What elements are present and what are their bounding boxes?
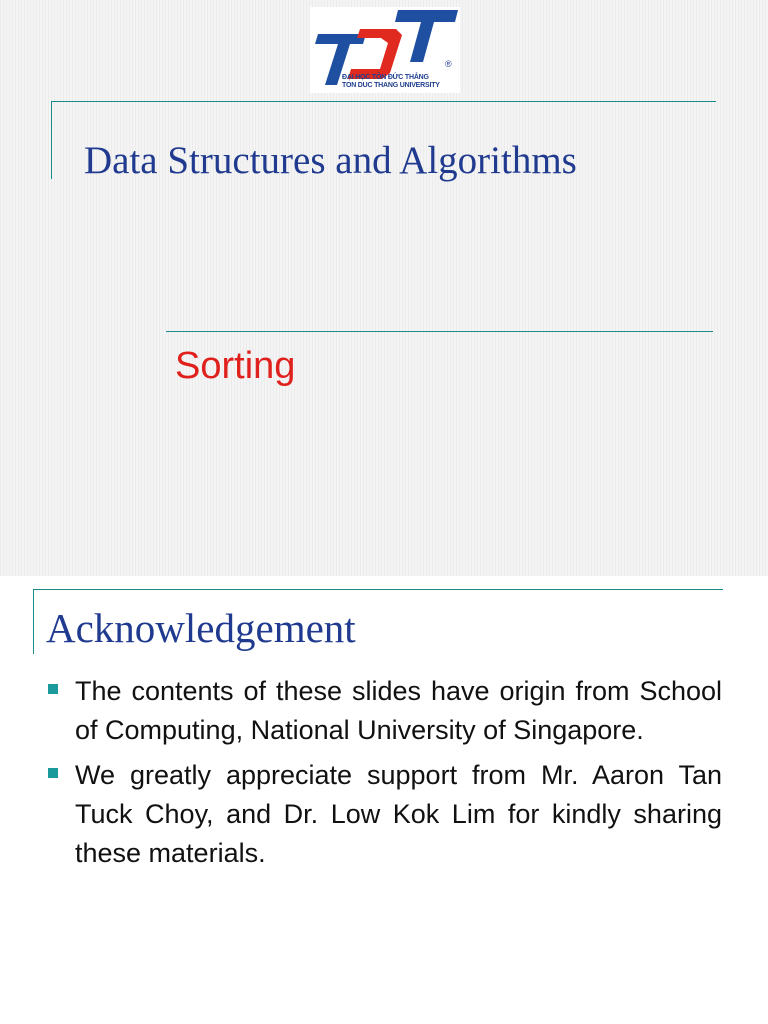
square-bullet-icon <box>48 768 58 778</box>
university-logo <box>310 7 460 93</box>
ack-left-rule <box>33 589 34 654</box>
list-item <box>46 756 722 873</box>
acknowledgement-slide <box>0 576 768 1024</box>
logo-text-english: TON DUC THANG UNIVERSITY <box>342 82 440 89</box>
bullet-text: The contents of these slides have origin from School of Computing, National University of Singapore. <box>75 676 722 745</box>
square-bullet-icon <box>48 684 58 694</box>
registered-mark: ® <box>445 59 452 69</box>
bullet-text: We greatly appreciate support from Mr. Aaron Tan Tuck Choy, and Dr. Low Kok Lim for kindly sharing these materials. <box>75 760 722 868</box>
ack-bullet-list <box>46 672 722 879</box>
list-item <box>46 672 722 750</box>
logo-text-vietnamese: ĐẠI HỌC TÔN ĐỨC THẮNG <box>342 74 429 81</box>
ack-title: Acknowledgement <box>46 605 356 651</box>
title-left-rule <box>51 101 52 179</box>
subtitle-rule <box>166 331 713 332</box>
title-top-rule <box>51 101 716 102</box>
slide-subtitle: Sorting <box>175 345 296 387</box>
slide-title: Data Structures and Algorithms <box>84 139 577 182</box>
ack-top-rule <box>33 589 723 590</box>
